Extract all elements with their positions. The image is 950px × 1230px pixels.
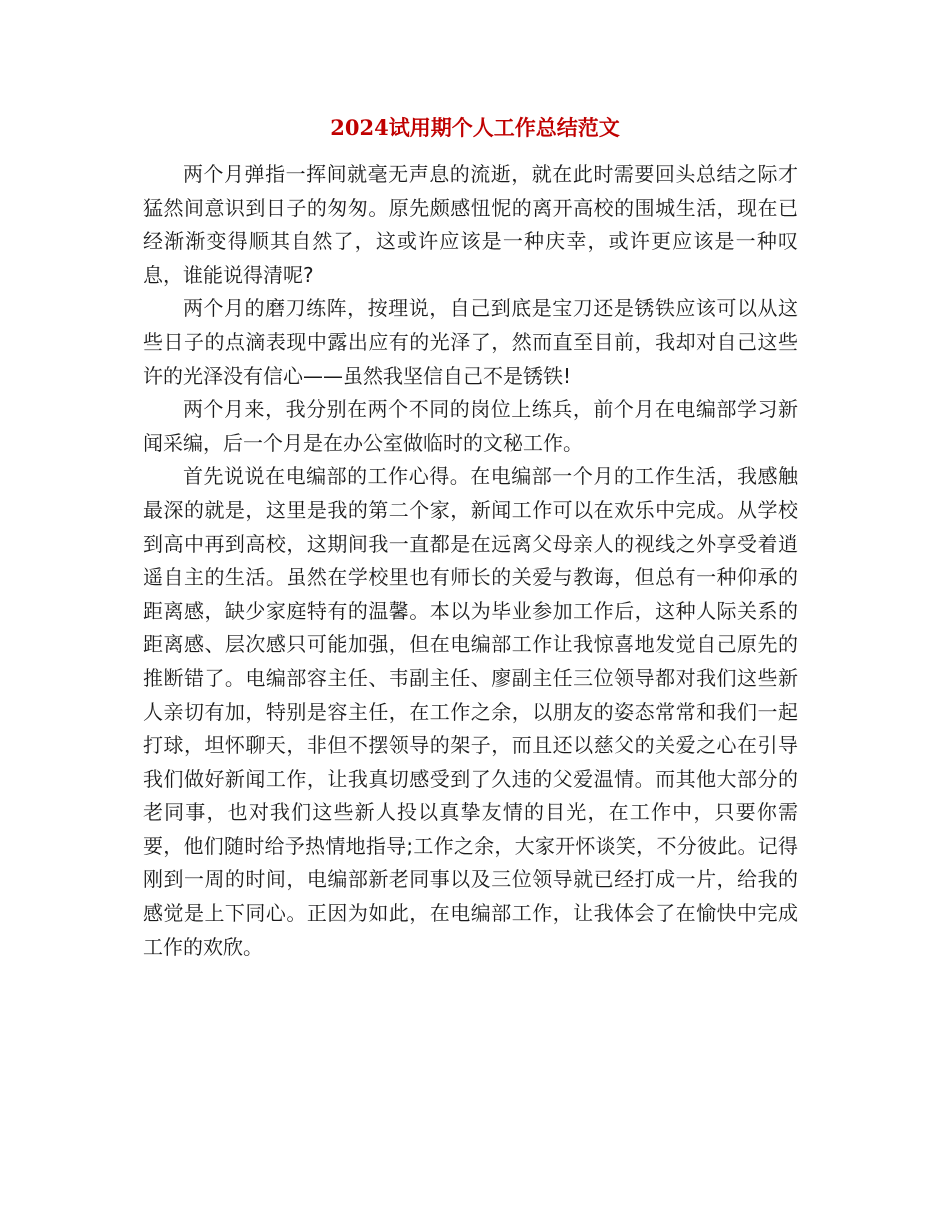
paragraph-4: 首先说说在电编部的工作心得。在电编部一个月的工作生活，我感触最深的就是，这里是我的第二个家，新闻工作可以在欢乐中完成。从学校到高中再到高校，这期间我一直都是在远离父母亲人的视线之外享受着逍遥自主的生活。虽然在学校里也有师长的关爱与教诲，但总有一种仰承的距离感，缺少家庭特有的温馨。本以为毕业参加工作后，这种人际关系的距离感、层次感只可能加强，但在电编部工作让我惊喜地发觉自己原先的推断错了。电编部容主任、韦副主任、廖副主任三位领导都对我们这些新人亲切有加，特别是容主任，在工作之余，以朋友的姿态常常和我们一起打球，坦怀聊天，非但不摆领导的架子，而且还以慈父的关爱之心在引导我们做好新闻工作，让我真切感受到了久违的父爱温情。而其他大部分的老同事，也对我们这些新人投以真挚友情的目光，在工作中，只要你需要，他们随时给予热情地指导;工作之余，大家开怀谈笑，不分彼此。记得刚到一周的时间，电编部新老同事以及三位领导就已经打成一片，给我的感觉是上下同心。正因为如此，在电编部工作，让我体会了在愉快中完成工作的欢欣。: [143, 464, 798, 959]
document-body: [143, 158, 798, 964]
document-title: 2024试用期个人工作总结范文: [330, 115, 620, 140]
paragraph-3: 两个月来，我分别在两个不同的岗位上练兵，前个月在电编部学习新闻采编，后一个月是在办公室做临时的文秘工作。: [143, 397, 798, 455]
paragraph-2: 两个月的磨刀练阵，按理说，自己到底是宝刀还是锈铁应该可以从这些日子的点滴表现中露出应有的光泽了，然而直至目前，我却对自己这些许的光泽没有信心——虽然我坚信自己不是锈铁!: [143, 296, 798, 388]
paragraph-1: 两个月弹指一挥间就毫无声息的流逝，就在此时需要回头总结之际才猛然间意识到日子的匆匆。原先颇感忸怩的离开高校的围城生活，现在已经渐渐变得顺其自然了，这或许应该是一种庆幸，或许更应该是一种叹息，谁能说得清呢?: [143, 162, 798, 287]
